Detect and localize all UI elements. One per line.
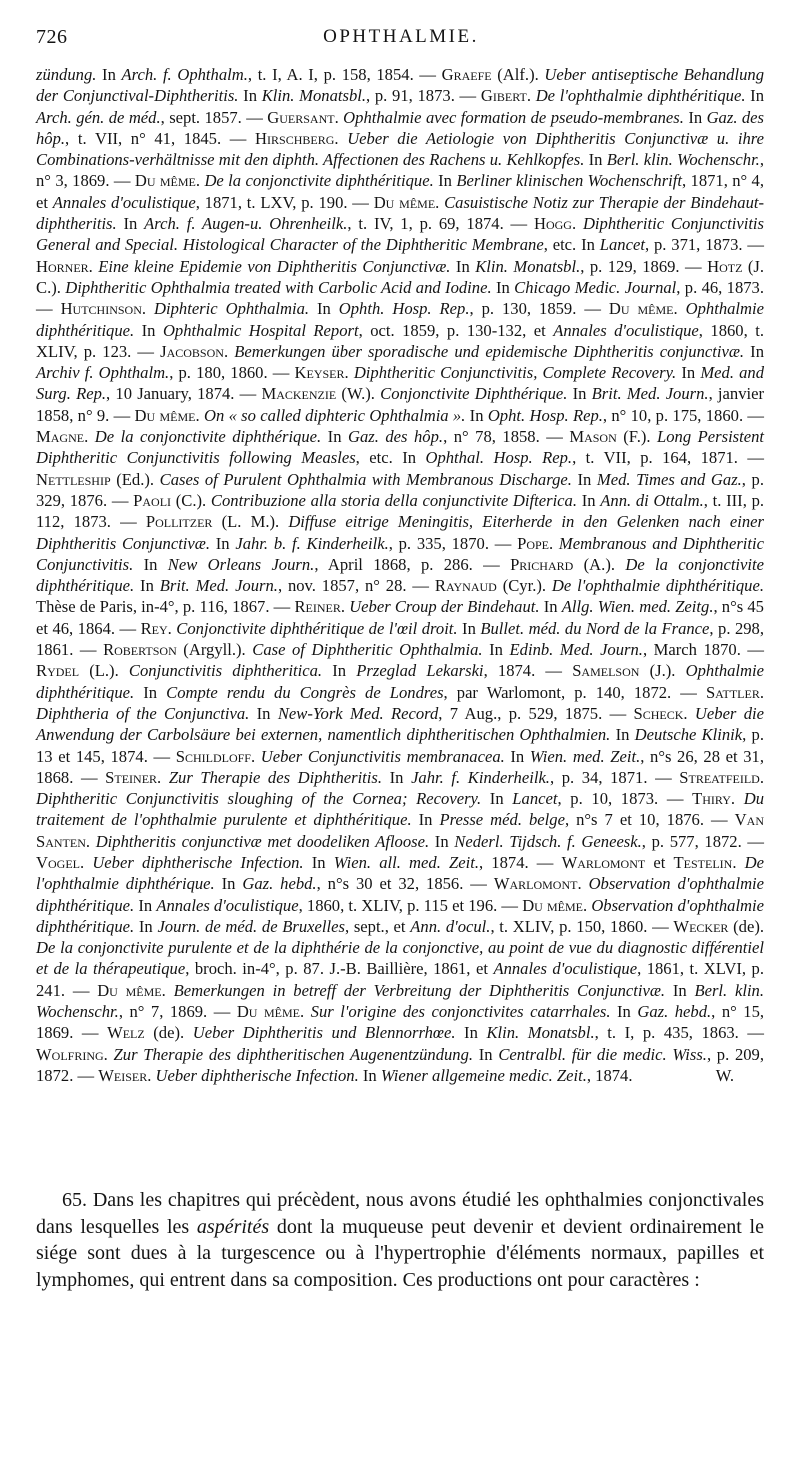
citation-text: (W.). — [336, 384, 381, 404]
author-name: Du même — [134, 171, 196, 191]
citation-text: (J.). — [639, 661, 686, 681]
citation-text: In — [429, 831, 455, 851]
citation-title: De la conjonctivite diphthérique. — [94, 427, 322, 447]
citation-text: . — [673, 299, 686, 319]
paragraph-text-end: dont la muqueuse peut devenir et devient ordinairement le siége sont dues à la turgescence ou à l'hypertrophie d'éléments normaux, papilles et lymphomes, qui entrent dans sa composition. Ces productions ont pour caractères : — [36, 1215, 764, 1291]
citation-text: , p. 91, 1873. — — [366, 86, 481, 106]
citation-text: In — [473, 1044, 499, 1064]
citation-text: In — [455, 1023, 487, 1043]
author-name: Robertson — [103, 640, 177, 660]
citation-text: In — [610, 725, 635, 745]
author-name: Steiner — [105, 767, 158, 787]
author-name: Samelson — [572, 661, 640, 681]
citation-text: . — [195, 171, 205, 191]
citation-text: , p. 34, 1871. — — [549, 767, 680, 787]
citation-title: Brit. Med. Journ. — [159, 576, 278, 596]
citation-text: , janvier 1858, n° 9. — — [36, 384, 764, 425]
citation-title: Deutsche Klinik — [634, 725, 743, 745]
citation-text: , etc. In — [355, 448, 426, 468]
citation-text: , 1874. — — [483, 661, 573, 681]
citation-text: , n° 3, 1869. — — [36, 150, 764, 191]
citation-text: In — [134, 576, 160, 596]
citation-text: (L. M.). — [212, 512, 289, 532]
citation-text: In — [134, 895, 157, 915]
citation-title: Archiv f. Ophthalm. — [36, 363, 170, 383]
paragraph-number: 65. — [62, 1189, 87, 1211]
citation-title: Chicago Medic. Journal — [514, 277, 677, 297]
citation-text: , p. 13 et 145, 1874. — — [36, 725, 765, 766]
citation-title: Lancet — [599, 235, 645, 255]
author-name: Pollitzer — [145, 512, 213, 532]
citation-text: , March 1870. — — [642, 640, 765, 660]
author-name: Graefe — [441, 65, 492, 84]
author-name: Horner — [36, 256, 89, 276]
citation-text: . — [141, 299, 155, 319]
author-name: Warlomont — [561, 852, 646, 872]
citation-text: , p. 209, 1872. — — [36, 1044, 765, 1085]
citation-text: . — [85, 831, 96, 851]
author-name: Schildloff — [175, 746, 251, 766]
citation-text: . — [549, 533, 559, 553]
citation-text: , 1861, t. XLVI, p. 241. — — [36, 959, 764, 1000]
citation-title: Annales d'oculistique — [156, 895, 299, 915]
citation-title: Klin. Monatsbl. — [261, 86, 367, 106]
citation-title: Gaz. hebd. — [637, 1002, 712, 1022]
citation-title: Zur Therapie des diphtheritischen Augenentzündung. — [113, 1044, 474, 1064]
citation-text: In — [744, 341, 765, 361]
citation-text: In — [433, 171, 457, 191]
citation-text: In — [465, 405, 488, 425]
citation-text: In — [610, 1002, 638, 1022]
citation-text: In — [116, 214, 145, 234]
author-name: Keyser — [294, 363, 345, 383]
author-name: Nettleship — [36, 469, 111, 489]
citation-text: . — [147, 1065, 156, 1085]
citation-title: Ophthalmie diphthéritique. — [36, 299, 764, 340]
citation-text: In — [504, 746, 530, 766]
author-name: Hirschberg — [255, 128, 335, 148]
citation-title: Bemerkungen über sporadische und epidemische Diphtheritis conjunctivæ. — [234, 341, 745, 361]
author-name: Thiry — [692, 789, 731, 809]
citation-text: . — [195, 405, 204, 425]
author-name: Gibert — [480, 86, 527, 106]
citation-text: , 7 Aug., p. 529, 1875. — — [438, 703, 634, 723]
author-name: Welz — [107, 1023, 145, 1043]
citation-text: In — [571, 469, 597, 489]
citation-text: In — [457, 618, 481, 638]
citation-title: Ueber antiseptische Behandlung der Conjunctival-Diphtheritis. — [36, 65, 764, 106]
citation-text: . — [84, 427, 95, 447]
citation-text: (F.). — [616, 427, 658, 447]
author-name: Raynaud — [434, 576, 497, 596]
citation-title: Ueber diphtherische Infection. — [92, 852, 304, 872]
citation-title: Edinb. Med. Journ. — [509, 640, 643, 660]
citation-title: On « so called diphteric Ophthalmia ». — [203, 405, 466, 425]
citation-title: Przeglad Lekarski — [356, 661, 484, 681]
citation-text: , 1871, t. LXV, p. 190. — — [195, 192, 374, 212]
citation-text: , n° 78, 1858. — — [443, 427, 570, 447]
citation-title: Nederl. Tijdsch. f. Geneesk. — [454, 831, 642, 851]
citation-text: In — [382, 767, 412, 787]
citation-text: , p. 298, 1861. — — [36, 618, 765, 660]
citation-title: Ophthal. Hosp. Rep. — [425, 448, 573, 468]
citation-text: . — [583, 895, 592, 915]
citation-text: , p. 329, 1876. — — [36, 469, 764, 510]
citation-text: , n°s 45 et 46, 1864. — — [36, 597, 764, 638]
citation-text: . — [300, 1002, 311, 1022]
citation-title: Diphtheritic Conjunctivitis sloughing of the Cornea; Recovery. — [36, 789, 482, 809]
citation-title: Jahr. f. Kinderheilk. — [411, 767, 550, 787]
citation-title: New-York Med. Record — [277, 703, 439, 723]
citation-text: , t. VII, p. 164, 1871. — — [572, 448, 764, 468]
author-name: Warlomont — [493, 874, 578, 894]
citation-text: (J. C.). — [36, 256, 764, 297]
citation-text: In — [584, 150, 607, 170]
citation-title: Conjonctivite diphthéritique de l'œil droit. — [176, 618, 458, 638]
citation-text: , p. 10, 1873. — — [557, 789, 693, 809]
citation-text: In — [481, 789, 513, 809]
citation-text: , t. XLIV, p. 150, 1860. — — [490, 916, 674, 936]
citation-title: Klin. Monatsbl. — [475, 256, 581, 276]
citation-title: Med. and Surg. Rep. — [36, 363, 765, 404]
author-name: Du même — [373, 192, 436, 212]
citation-text: , 1860, t. XLIV, p. 115 et 196. — — [298, 895, 523, 915]
citation-title: Journ. de méd. de Bruxelles — [157, 916, 345, 936]
citation-title: De la conjonctivite diphthéritique. — [36, 554, 764, 596]
citation-title: Gaz. hebd. — [242, 874, 317, 894]
citation-text: , nov. 1857, n° 28. — — [277, 576, 435, 596]
citation-text: In — [676, 363, 701, 383]
citation-text: , t. III, p. 112, 1873. — — [36, 490, 765, 532]
citation-text: Thèse de Paris, in-4°, p. 116, 1867. — — [36, 597, 295, 617]
author-name: Pope — [517, 533, 549, 553]
citation-title: Case of Diphtheritic Ophthalmia. — [252, 640, 483, 660]
citation-text: , 1874. — [586, 1065, 633, 1085]
citation-title: Lancet — [512, 789, 558, 809]
citation-text: . — [88, 256, 99, 276]
citation-title: Long Persistent Diphtheritic Conjunctivitis following Measles — [36, 427, 765, 468]
author-name: Scheck — [633, 703, 684, 723]
citation-title: Annales d'oculistique — [553, 320, 699, 340]
citation-text: In — [134, 682, 167, 702]
citation-title: De l'ophthalmie diphthéritique. — [535, 86, 746, 106]
citation-title: Sur l'origine des conjonctivites catarrhales. — [310, 1002, 611, 1022]
citation-text: . — [167, 618, 177, 638]
citation-text: , 1871, n° 4, et — [36, 171, 764, 212]
citation-title: zündung. — [36, 65, 97, 84]
citation-text: In — [96, 65, 122, 84]
citation-text: , 10 January, 1874. — — [106, 384, 262, 404]
citation-text: In — [303, 852, 334, 872]
citation-title: Ueber die Anwendung der Carbolsäure bei externen, namentlich diphtheritischen Ophthalmien. — [36, 703, 765, 745]
citation-title: Bemerkungen in betreff der Verbreitung der Diphtheritis Conjunctivæ. — [173, 980, 666, 1000]
citation-title: Ophthalmie avec formation de pseudo-membranes. — [343, 107, 684, 127]
citation-text: . — [79, 852, 93, 872]
citation-text: In — [491, 277, 515, 297]
citation-text: (de). — [144, 1023, 193, 1043]
citation-title: Centralbl. für die medic. Wiss. — [498, 1044, 707, 1064]
citation-title: Arch. gén. de méd. — [36, 107, 161, 127]
citation-text: In — [134, 320, 163, 340]
citation-text: In — [134, 916, 158, 936]
citation-title: Ueber Diphtheritis und Blennorrhœe. — [192, 1023, 456, 1043]
citation-text: In — [683, 107, 707, 127]
author-name: Wecker — [673, 916, 729, 936]
citation-title: Annales d'oculistique — [493, 959, 638, 979]
citation-text: , p. 180, 1860. — — [169, 363, 295, 383]
citation-text: In — [577, 490, 601, 510]
citation-text: , p. 130, 1859. — — [469, 299, 609, 319]
citation-title: Diphtheritic Conjunctivitis General and Special. Histological Character of the Diphtheritic Membrane — [36, 214, 764, 255]
citation-title: Berliner klinischen Wochenschrift — [456, 171, 682, 191]
citation-text: . — [759, 767, 764, 787]
author-name: Du même — [608, 299, 674, 319]
citation-text: In — [745, 86, 765, 106]
running-title: OPHTHALMIE. — [323, 26, 479, 47]
citation-text: , sept., et — [344, 916, 411, 936]
citation-title: Gaz. des hôp. — [348, 427, 444, 447]
citation-text: (Argyll.). — [176, 640, 253, 660]
citation-text: In — [411, 810, 440, 830]
citation-text: In — [238, 86, 262, 106]
author-name: Hogg — [533, 214, 572, 234]
citation-title: Arch. f. Ophthalm. — [121, 65, 248, 84]
citation-text: et — [645, 852, 674, 872]
citation-text: . — [526, 86, 536, 106]
citation-title: Med. Times and Gaz. — [596, 469, 742, 489]
page-header — [36, 26, 766, 56]
citation-text: . — [571, 214, 583, 234]
citation-title: Compte rendu du Congrès de Londres — [166, 682, 444, 702]
emphasized-word: aspérités — [196, 1215, 270, 1238]
citation-title: Diphtheritic Conjunctivitis, Complete Recovery. — [353, 363, 677, 383]
citation-title: Observation d'ophthalmie diphthéritique. — [36, 874, 765, 915]
citation-title: Diphtheritis conjunctivæ met doodeliken Afloose. — [95, 831, 430, 851]
citation-title: Bullet. méd. du Nord de la France — [480, 618, 710, 638]
citation-title: Allg. Wien. med. Zeitg. — [561, 597, 714, 617]
citation-title: Ueber diphtherische Infection. — [155, 1065, 359, 1085]
citation-title: Ophth. Hosp. Rep. — [338, 299, 470, 319]
citation-text: , p. 335, 1870. — — [388, 533, 518, 553]
citation-title: Conjonctivite Diphthérique. — [380, 384, 568, 404]
citation-title: Arch. f. Augen-u. Ohrenheilk. — [144, 214, 348, 234]
citation-text: In — [309, 299, 339, 319]
author-name: Jacobson — [160, 341, 224, 361]
citation-text: . — [334, 107, 344, 127]
citation-title: Brit. Med. Journ. — [591, 384, 709, 404]
citation-title: Casuistische Notiz zur Therapie der Bindehaut-diphtheritis. — [36, 192, 764, 234]
citation-text: . — [161, 980, 174, 1000]
citation-title: Berl. klin. Wochenschr. — [36, 980, 764, 1022]
citation-text: . — [577, 874, 589, 894]
page-number: 726 — [36, 26, 68, 48]
citation-title: Klin. Monatsbl. — [486, 1023, 595, 1043]
citation-title: Diphtheritic Ophthalmia treated with Carbolic Acid and Iodine. — [65, 277, 492, 297]
author-name: Reiner — [294, 597, 341, 617]
paragraph-text-start: Dans les chapitres qui précèdent, nous avons étudié les ophthalmies conjonctivales dans lesquelles les — [36, 1189, 764, 1238]
citation-text: , etc. In — [543, 235, 600, 255]
citation-text: , p. 577, 1872. — — [641, 831, 765, 851]
citation-text: . — [250, 746, 261, 766]
main-text — [36, 1187, 764, 1293]
citation-text: . — [157, 767, 169, 787]
citation-title: Conjunctivitis diphtheritica. — [128, 661, 323, 681]
citation-title: Membranous and Diphtheritic Conjunctivitis. — [36, 533, 764, 574]
citation-text: , p. 129, 1869. — — [580, 256, 708, 276]
author-name: Hutchinson — [60, 299, 142, 319]
citation-title: Annales d'oculistique — [52, 192, 196, 212]
citation-text: (Ed.). — [110, 469, 160, 489]
author-name: Magne — [36, 427, 85, 447]
citation-title: De la conjonctivite diphthéritique. — [204, 171, 434, 191]
citation-title: Diphtheria of the Conjunctiva. — [36, 703, 250, 723]
citation-title: Opht. Hosp. Rep. — [487, 405, 603, 425]
citation-title: Ueber die Aetiologie von Diphtheritis Conjunctivæ u. ihre Combinations-verhältnisse mit den diphth. Affectionen des Rachens u. Kehlkopfes. — [36, 128, 765, 170]
citation-title: Wien. all. med. Zeit. — [333, 852, 479, 872]
author-name: Testelin — [673, 852, 733, 872]
citation-title: Observation d'ophthalmie diphthéritique. — [36, 895, 765, 936]
citation-text: . — [730, 789, 744, 809]
author-name: Du même — [522, 895, 583, 915]
citation-title: Jahr. b. f. Kinderheilk. — [235, 533, 389, 553]
bibliography-text — [36, 64, 764, 1086]
citation-text: , t. I, p. 435, 1863. — — [594, 1023, 764, 1043]
citation-text: , par Warlomont, p. 140, 1872. — — [443, 682, 706, 702]
citation-text: , 1860, t. XLIV, p. 123. — — [36, 320, 764, 361]
citation-text: . — [732, 852, 745, 872]
citation-text: , n° 7, 1869. — — [118, 1002, 237, 1022]
author-name: Rydel — [36, 661, 80, 681]
citation-text: . — [103, 1044, 114, 1064]
citation-text: (L.). — [79, 661, 129, 681]
author-name: Mason — [569, 427, 617, 447]
citation-title: Diphteric Ophthalmia. — [154, 299, 310, 319]
citation-text: . — [223, 341, 235, 361]
citation-text: , April 1868, p. 286. — — [314, 554, 511, 574]
citation-title: Contribuzione alla storia della conjunctivite Difterica. — [210, 490, 577, 510]
citation-text: , n° 10, p. 175, 1860. — — [602, 405, 765, 425]
citation-title: Ophthalmic Hospital Report — [162, 320, 359, 340]
citation-title: De la conjonctivite purulente et de la diphthérie de la conjonctive, au point de vue du diagnostic différentiel et de la thérapeutique — [36, 938, 764, 979]
citation-title: Cases of Purulent Ophthalmia with Membranous Discharge. — [159, 469, 572, 489]
citation-text: , t. VII, n° 41, 1845. — — [65, 128, 256, 148]
citation-title: Wien. med. Zeit. — [529, 746, 641, 766]
citation-text: , p. 371, 1873. — — [644, 235, 765, 255]
citation-title: De l'ophthalmie diphthéritique. — [551, 576, 764, 596]
author-name: Streatfeild — [679, 767, 760, 787]
citation-title: Du traitement de l'ophthalmie purulente et diphthéritique. — [36, 789, 764, 830]
citation-text: In — [539, 597, 562, 617]
citation-title: Eine kleine Epidemie von Diphtheritis Conjunctivæ. — [98, 256, 451, 276]
author-name: Du même — [97, 980, 162, 1000]
citation-text: In — [482, 640, 510, 660]
citation-text: , broch. in-4°, p. 87. J.-B. Baillière, 1861, et — [185, 959, 494, 979]
citation-text: (Cyr.). — [496, 576, 552, 596]
author-name: Sattler — [705, 682, 760, 702]
citation-text: , n° 15, 1869. — — [36, 1002, 765, 1043]
author-name: Guersant — [267, 107, 335, 127]
citation-text: In — [450, 256, 476, 276]
citation-title: Ann. di Ottalm. — [600, 490, 704, 510]
citation-text: In — [358, 1065, 381, 1085]
citation-title: Zur Therapie des Diphtheritis. — [168, 767, 383, 787]
citation-text: In — [133, 554, 168, 574]
citation-text: . — [683, 703, 695, 723]
author-name: Hotz — [707, 256, 743, 276]
citation-text: (A.). — [573, 554, 626, 574]
bibliography-signature: W. — [715, 1065, 734, 1085]
paragraph-65 — [36, 1187, 764, 1293]
citation-title: Diffuse eitrige Meningitis, Eiterherde in den Gelenken nach einer Diphtheritis Conjunctivæ. — [36, 512, 764, 553]
citation-title: Ueber Croup der Bindehaut. — [349, 597, 540, 617]
citation-title: Ophthalmie diphthéritique. — [36, 661, 764, 702]
author-name: Vogel — [36, 852, 80, 872]
citation-text: . — [334, 128, 348, 148]
citation-text: In — [322, 661, 357, 681]
citation-text: , p. 46, 1873. — — [36, 277, 764, 319]
citation-text: (de). — [728, 916, 765, 936]
citation-text: In — [214, 874, 243, 894]
author-name: Weiser — [98, 1065, 148, 1085]
citation-title: Ann. d'ocul. — [410, 916, 491, 936]
citation-text: . — [759, 682, 764, 702]
citation-text: . — [435, 192, 445, 212]
citation-title: De l'ophthalmie diphthérique. — [36, 852, 765, 894]
author-name: Du même — [236, 1002, 300, 1022]
author-name: Van Santen — [36, 810, 764, 851]
citation-title: New Orleans Journ. — [167, 554, 315, 574]
citation-text: In — [249, 703, 278, 723]
citation-text: , n°s 26, 28 et 31, 1868. — — [36, 746, 765, 787]
citation-text: In — [321, 427, 348, 447]
citation-text: , n°s 30 et 32, 1856. — — [316, 874, 494, 894]
citation-text: , t. I, A. I, p. 158, 1854. — — [247, 65, 442, 84]
bibliography-block — [36, 64, 764, 1086]
citation-text: . — [340, 597, 350, 617]
author-name: Du même — [134, 405, 196, 425]
author-name: Rey — [140, 618, 168, 638]
citation-title: Presse méd. belge — [439, 810, 565, 830]
citation-text: , oct. 1859, p. 130-132, et — [358, 320, 554, 340]
citation-text: , t. IV, 1, p. 69, 1874. — — [347, 214, 534, 234]
citation-text: , n°s 7 et 10, 1876. — — [564, 810, 735, 830]
citation-title: Wiener allgemeine medic. Zeit. — [380, 1065, 587, 1085]
citation-text: (Alf.). — [491, 65, 545, 84]
citation-text: (C.). — [171, 490, 211, 510]
citation-title: Ueber Conjunctivitis membranacea. — [260, 746, 505, 766]
citation-title: Berl. klin. Wochenschr. — [606, 150, 760, 170]
author-name: Prichard — [510, 554, 574, 574]
author-name: Wolfring — [36, 1044, 104, 1064]
citation-title: Gaz. des hôp. — [36, 107, 765, 148]
citation-text: In — [665, 980, 695, 1000]
citation-text: In — [567, 384, 592, 404]
citation-text: In — [210, 533, 236, 553]
author-name: Mackenzie — [261, 384, 337, 404]
citation-text: . — [344, 363, 354, 383]
author-name: Paoli — [133, 490, 172, 510]
citation-text: , sept. 1857. — — [160, 107, 268, 127]
citation-text: , 1874. — — [478, 852, 562, 872]
